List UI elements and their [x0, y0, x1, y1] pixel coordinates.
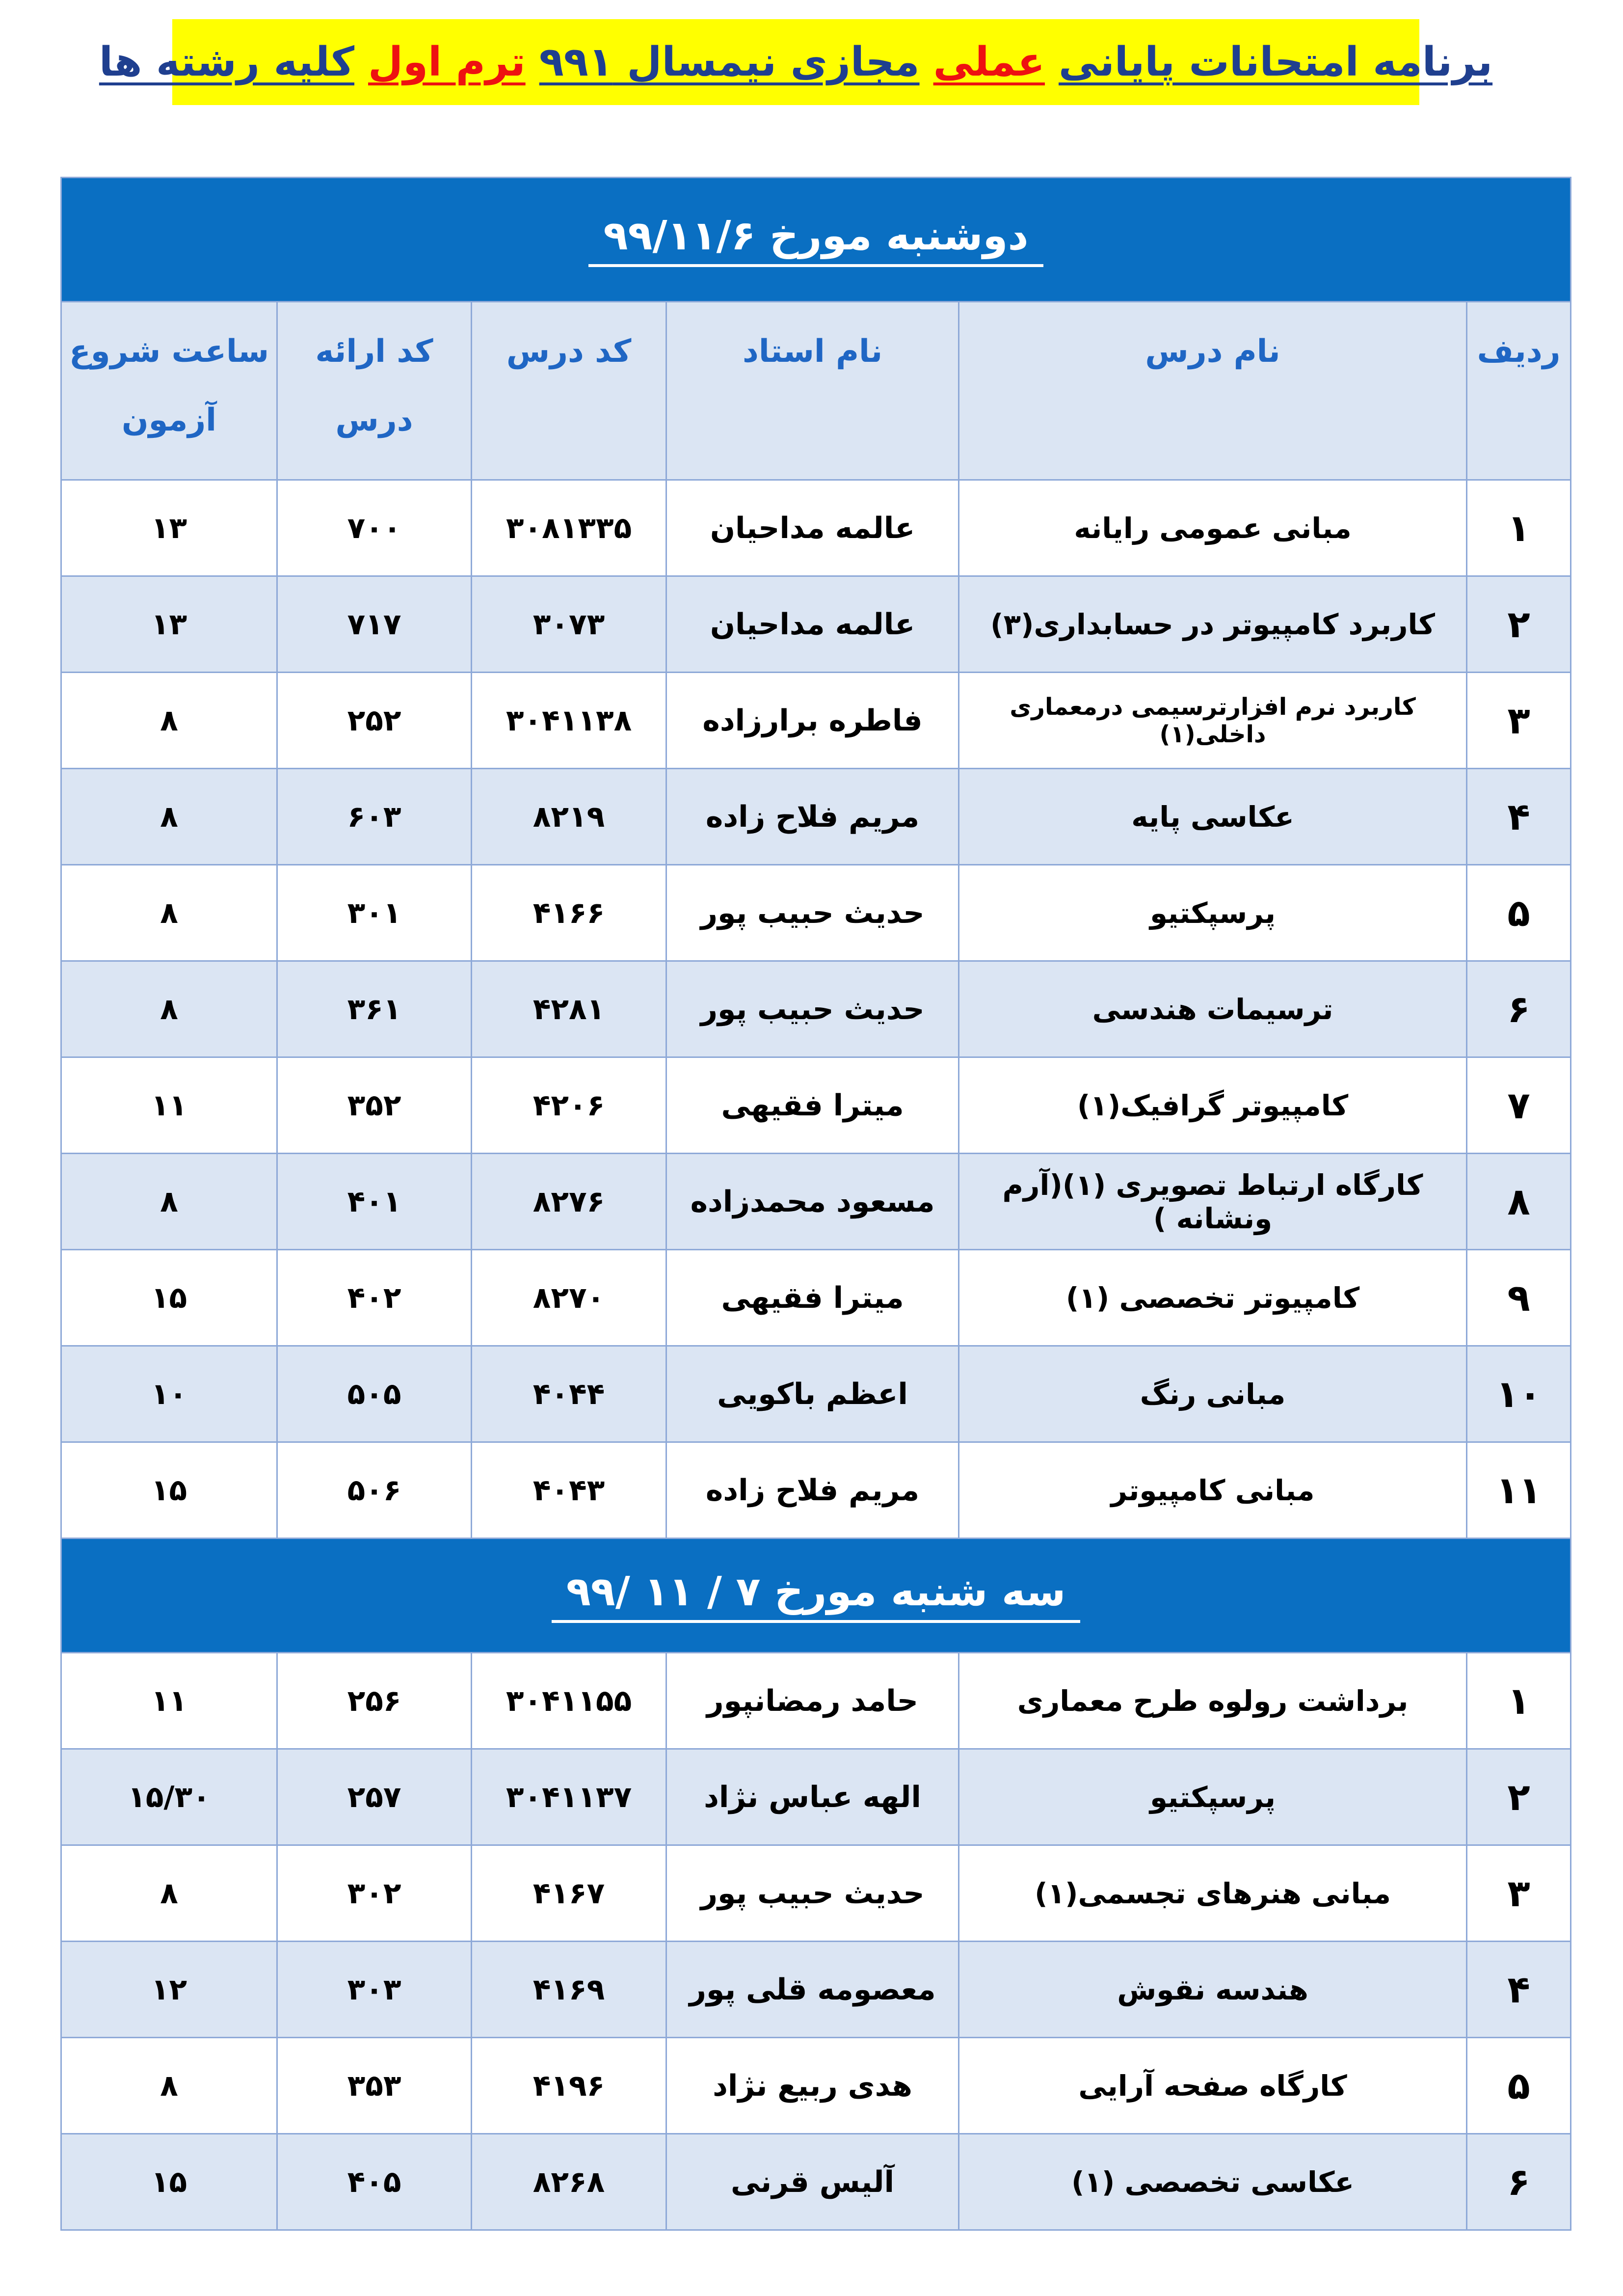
course-code: ۴۱۶۷ [472, 1845, 666, 1942]
start-time: ۸ [61, 865, 277, 961]
start-time: ۱۱ [61, 1653, 277, 1749]
start-time: ۸ [61, 1845, 277, 1942]
start-time: ۱۳ [61, 480, 277, 576]
teacher-name: آلیس قرنی [666, 2134, 959, 2230]
start-time: ۱۳ [61, 576, 277, 673]
course-name: عکاسی پایه [959, 769, 1467, 865]
teacher-name: مریم فلاح زاده [666, 1442, 959, 1539]
course-name: پرسپکتیو [959, 865, 1467, 961]
page-title [99, 19, 1493, 105]
course-code: ۸۲۱۹ [472, 769, 666, 865]
row-number: ۶ [1467, 2134, 1571, 2230]
title-part-3: مجازی نیمسال ۹۹۱ [539, 39, 920, 85]
offer-code: ۳۰۱ [277, 865, 472, 961]
row-number: ۴ [1467, 1942, 1571, 2038]
course-name: مبانی رنگ [959, 1346, 1467, 1442]
course-name: برداشت رولوه طرح معماری [959, 1653, 1467, 1749]
course-code: ۸۲۶۸ [472, 2134, 666, 2230]
row-number: ۹ [1467, 1250, 1571, 1346]
offer-code: ۴۰۵ [277, 2134, 472, 2230]
course-code: ۴۰۴۴ [472, 1346, 666, 1442]
row-number: ۱ [1467, 1653, 1571, 1749]
teacher-name: عالمه مداحیان [666, 576, 959, 673]
offer-code: ۲۵۲ [277, 673, 472, 769]
start-time: ۱۰ [61, 1346, 277, 1442]
row-number: ۴ [1467, 769, 1571, 865]
row-number: ۵ [1467, 865, 1571, 961]
course-code: ۳۰۸۱۳۳۵ [472, 480, 666, 576]
day-header-monday [61, 178, 1571, 302]
column-header-start-time: ساعت شروع آزمون [61, 302, 277, 480]
title-part-1: برنامه امتحانات پایانی [1059, 39, 1493, 85]
table-row [61, 480, 1571, 576]
table-row [61, 769, 1571, 865]
title-part-2: عملی [933, 39, 1045, 85]
exam-schedule-table [60, 177, 1571, 2231]
row-number: ۲ [1467, 1749, 1571, 1845]
course-code: ۸۲۷۰ [472, 1250, 666, 1346]
table-row [61, 576, 1571, 673]
teacher-name: عالمه مداحیان [666, 480, 959, 576]
teacher-name: حامد رمضانپور [666, 1653, 959, 1749]
table-row [61, 673, 1571, 769]
table-row [61, 1154, 1571, 1250]
start-time: ۸ [61, 1154, 277, 1250]
teacher-name: حدیث حبیب پور [666, 865, 959, 961]
teacher-name: فاطره برارزاده [666, 673, 959, 769]
teacher-name: معصومه قلی پور [666, 1942, 959, 2038]
course-name: مبانی هنرهای تجسمی(۱) [959, 1845, 1467, 1942]
day-label: دوشنبه مورخ ۹۹/۱۱/۶ [588, 213, 1043, 267]
course-name: پرسپکتیو [959, 1749, 1467, 1845]
title-part-5: کلیه رشته ها [99, 39, 355, 85]
teacher-name: میترا فقیهی [666, 1057, 959, 1154]
row-number: ۷ [1467, 1057, 1571, 1154]
course-code: ۸۲۷۶ [472, 1154, 666, 1250]
course-name: مبانی کامپیوتر [959, 1442, 1467, 1539]
start-time: ۸ [61, 961, 277, 1057]
row-number: ۵ [1467, 2038, 1571, 2134]
table-row [61, 1346, 1571, 1442]
column-header-course-code: کد درس [472, 302, 666, 480]
row-number: ۱ [1467, 480, 1571, 576]
table-row [61, 1250, 1571, 1346]
table-row [61, 2038, 1571, 2134]
column-header-row [61, 302, 1571, 480]
table-row [61, 1749, 1571, 1845]
column-header-row-no: ردیف [1467, 302, 1571, 480]
teacher-name: حدیث حبیب پور [666, 961, 959, 1057]
course-name: کارگاه صفحه آرایی [959, 2038, 1467, 2134]
row-number: ۶ [1467, 961, 1571, 1057]
day-label: سه شنبه مورخ ۷ / ۱۱ /۹۹ [552, 1568, 1081, 1623]
offer-code: ۵۰۵ [277, 1346, 472, 1442]
course-name: هندسه نقوش [959, 1942, 1467, 2038]
course-code: ۴۱۶۶ [472, 865, 666, 961]
course-name: کامپیوتر گرافیک(۱) [959, 1057, 1467, 1154]
course-name: کامپیوتر تخصصی (۱) [959, 1250, 1467, 1346]
start-time: ۱۵/۳۰ [61, 1749, 277, 1845]
start-time: ۸ [61, 673, 277, 769]
offer-code: ۶۰۳ [277, 769, 472, 865]
course-code: ۳۰۴۱۱۵۵ [472, 1653, 666, 1749]
start-time: ۸ [61, 769, 277, 865]
offer-code: ۷۰۰ [277, 480, 472, 576]
course-name: کاربرد نرم افزارترسیمی درمعماری داخلی(۱) [959, 673, 1467, 769]
offer-code: ۴۰۲ [277, 1250, 472, 1346]
row-number: ۱۰ [1467, 1346, 1571, 1442]
title-part-4: ترم اول [368, 39, 526, 85]
course-name: ترسیمات هندسی [959, 961, 1467, 1057]
column-header-course-name: نام درس [959, 302, 1467, 480]
table-row [61, 961, 1571, 1057]
offer-code: ۳۰۳ [277, 1942, 472, 2038]
course-name: کارگاه ارتباط تصویری (۱)(آرم ونشانه ) [959, 1154, 1467, 1250]
start-time: ۱۵ [61, 1442, 277, 1539]
row-number: ۳ [1467, 1845, 1571, 1942]
row-number: ۲ [1467, 576, 1571, 673]
teacher-name: اعظم باکویی [666, 1346, 959, 1442]
teacher-name: هدی ربیع نژاد [666, 2038, 959, 2134]
table-row [61, 1942, 1571, 2038]
column-header-teacher: نام استاد [666, 302, 959, 480]
offer-code: ۳۵۲ [277, 1057, 472, 1154]
start-time: ۱۲ [61, 1942, 277, 2038]
teacher-name: الهه عباس نژاد [666, 1749, 959, 1845]
table-row [61, 1845, 1571, 1942]
course-code: ۳۰۷۳ [472, 576, 666, 673]
offer-code: ۳۰۲ [277, 1845, 472, 1942]
offer-code: ۲۵۶ [277, 1653, 472, 1749]
course-code: ۴۲۰۶ [472, 1057, 666, 1154]
start-time: ۸ [61, 2038, 277, 2134]
course-code: ۴۰۴۳ [472, 1442, 666, 1539]
row-number: ۳ [1467, 673, 1571, 769]
table-row [61, 865, 1571, 961]
course-name: عکاسی تخصصی (۱) [959, 2134, 1467, 2230]
teacher-name: حدیث حبیب پور [666, 1845, 959, 1942]
teacher-name: مریم فلاح زاده [666, 769, 959, 865]
course-code: ۴۱۹۶ [472, 2038, 666, 2134]
offer-code: ۷۱۷ [277, 576, 472, 673]
course-code: ۴۲۸۱ [472, 961, 666, 1057]
start-time: ۱۵ [61, 2134, 277, 2230]
table-row [61, 1653, 1571, 1749]
start-time: ۱۱ [61, 1057, 277, 1154]
offer-code: ۲۵۷ [277, 1749, 472, 1845]
table-row [61, 1057, 1571, 1154]
row-number: ۸ [1467, 1154, 1571, 1250]
table-row [61, 2134, 1571, 2230]
course-name: کاربرد کامپیوتر در حسابداری(۳) [959, 576, 1467, 673]
column-header-offer-code: کد ارائه درس [277, 302, 472, 480]
table-row [61, 1442, 1571, 1539]
offer-code: ۳۶۱ [277, 961, 472, 1057]
teacher-name: میترا فقیهی [666, 1250, 959, 1346]
course-code: ۴۱۶۹ [472, 1942, 666, 2038]
day-header-tuesday [61, 1539, 1571, 1653]
offer-code: ۳۵۳ [277, 2038, 472, 2134]
offer-code: ۴۰۱ [277, 1154, 472, 1250]
offer-code: ۵۰۶ [277, 1442, 472, 1539]
course-code: ۳۰۴۱۱۳۷ [472, 1749, 666, 1845]
row-number: ۱۱ [1467, 1442, 1571, 1539]
teacher-name: مسعود محمدزاده [666, 1154, 959, 1250]
course-name: مبانی عمومی رایانه [959, 480, 1467, 576]
course-code: ۳۰۴۱۱۳۸ [472, 673, 666, 769]
start-time: ۱۵ [61, 1250, 277, 1346]
